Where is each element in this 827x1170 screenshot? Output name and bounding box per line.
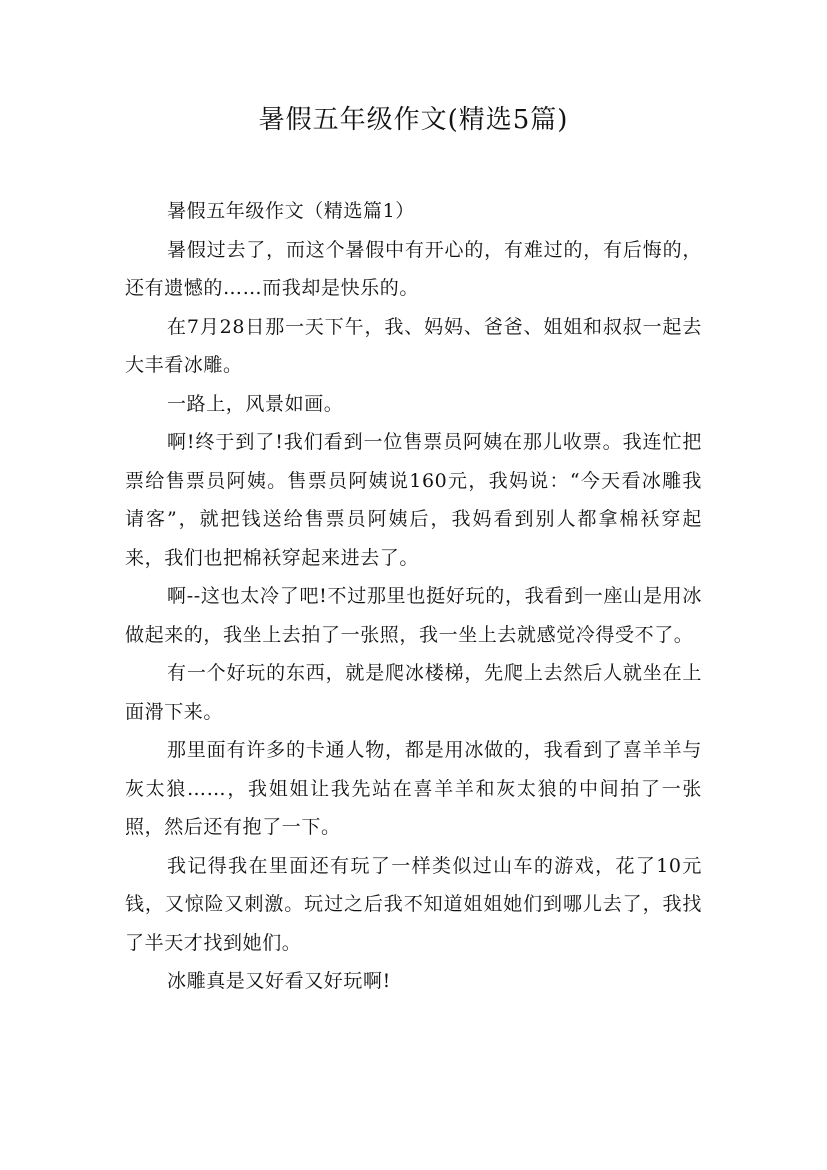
paragraph-9: 冰雕真是又好看又好玩啊! [167,970,391,992]
paragraph-7: 那里面有许多的卡通人物，都是用冰做的，我看到了喜羊羊与灰太狼……，我姐姐让我先站在喜羊羊和灰太狼的中间拍了一张照，然后还有抱了一下。 [125,739,702,838]
paragraph-5: 啊--这也太冷了吧!不过那里也挺好玩的，我看到一座山是用冰做起来的，我坐上去拍了一张照，我一坐上去就感觉冷得受不了。 [125,585,702,646]
paragraph-3: 一路上，风景如画。 [167,392,344,415]
section-heading: 暑假五年级作文（精选篇1） [167,200,415,222]
document-body [125,192,702,1001]
paragraph-8: 我记得我在里面还有玩了一样类似过山车的游戏，花了10元钱，又惊险又刺激。玩过之后我不知道姐姐她们到哪儿去了，我找了半天才找到她们。 [125,854,702,954]
paragraph-1: 暑假过去了，而这个暑假中有开心的，有难过的，有后悔的，还有遗憾的……而我却是快乐的。 [125,238,702,299]
paragraph-2: 在7月28日那一天下午，我、妈妈、爸爸、姐姐和叔叔一起去大丰看冰雕。 [125,315,702,376]
document-title: 暑假五年级作文(精选5篇) [258,105,569,135]
paragraph-6: 有一个好玩的东西，就是爬冰楼梯，先爬上去然后人就坐在上面滑下来。 [125,662,702,723]
paragraph-4: 啊!终于到了!我们看到一位售票员阿姨在那儿收票。我连忙把票给售票员阿姨。售票员阿姨说160元，我妈说：“今天看冰雕我请客”，就把钱送给售票员阿姨后，我妈看到别人都拿棉袄穿起来，我们也把棉袄穿起来进去了。 [125,431,702,569]
